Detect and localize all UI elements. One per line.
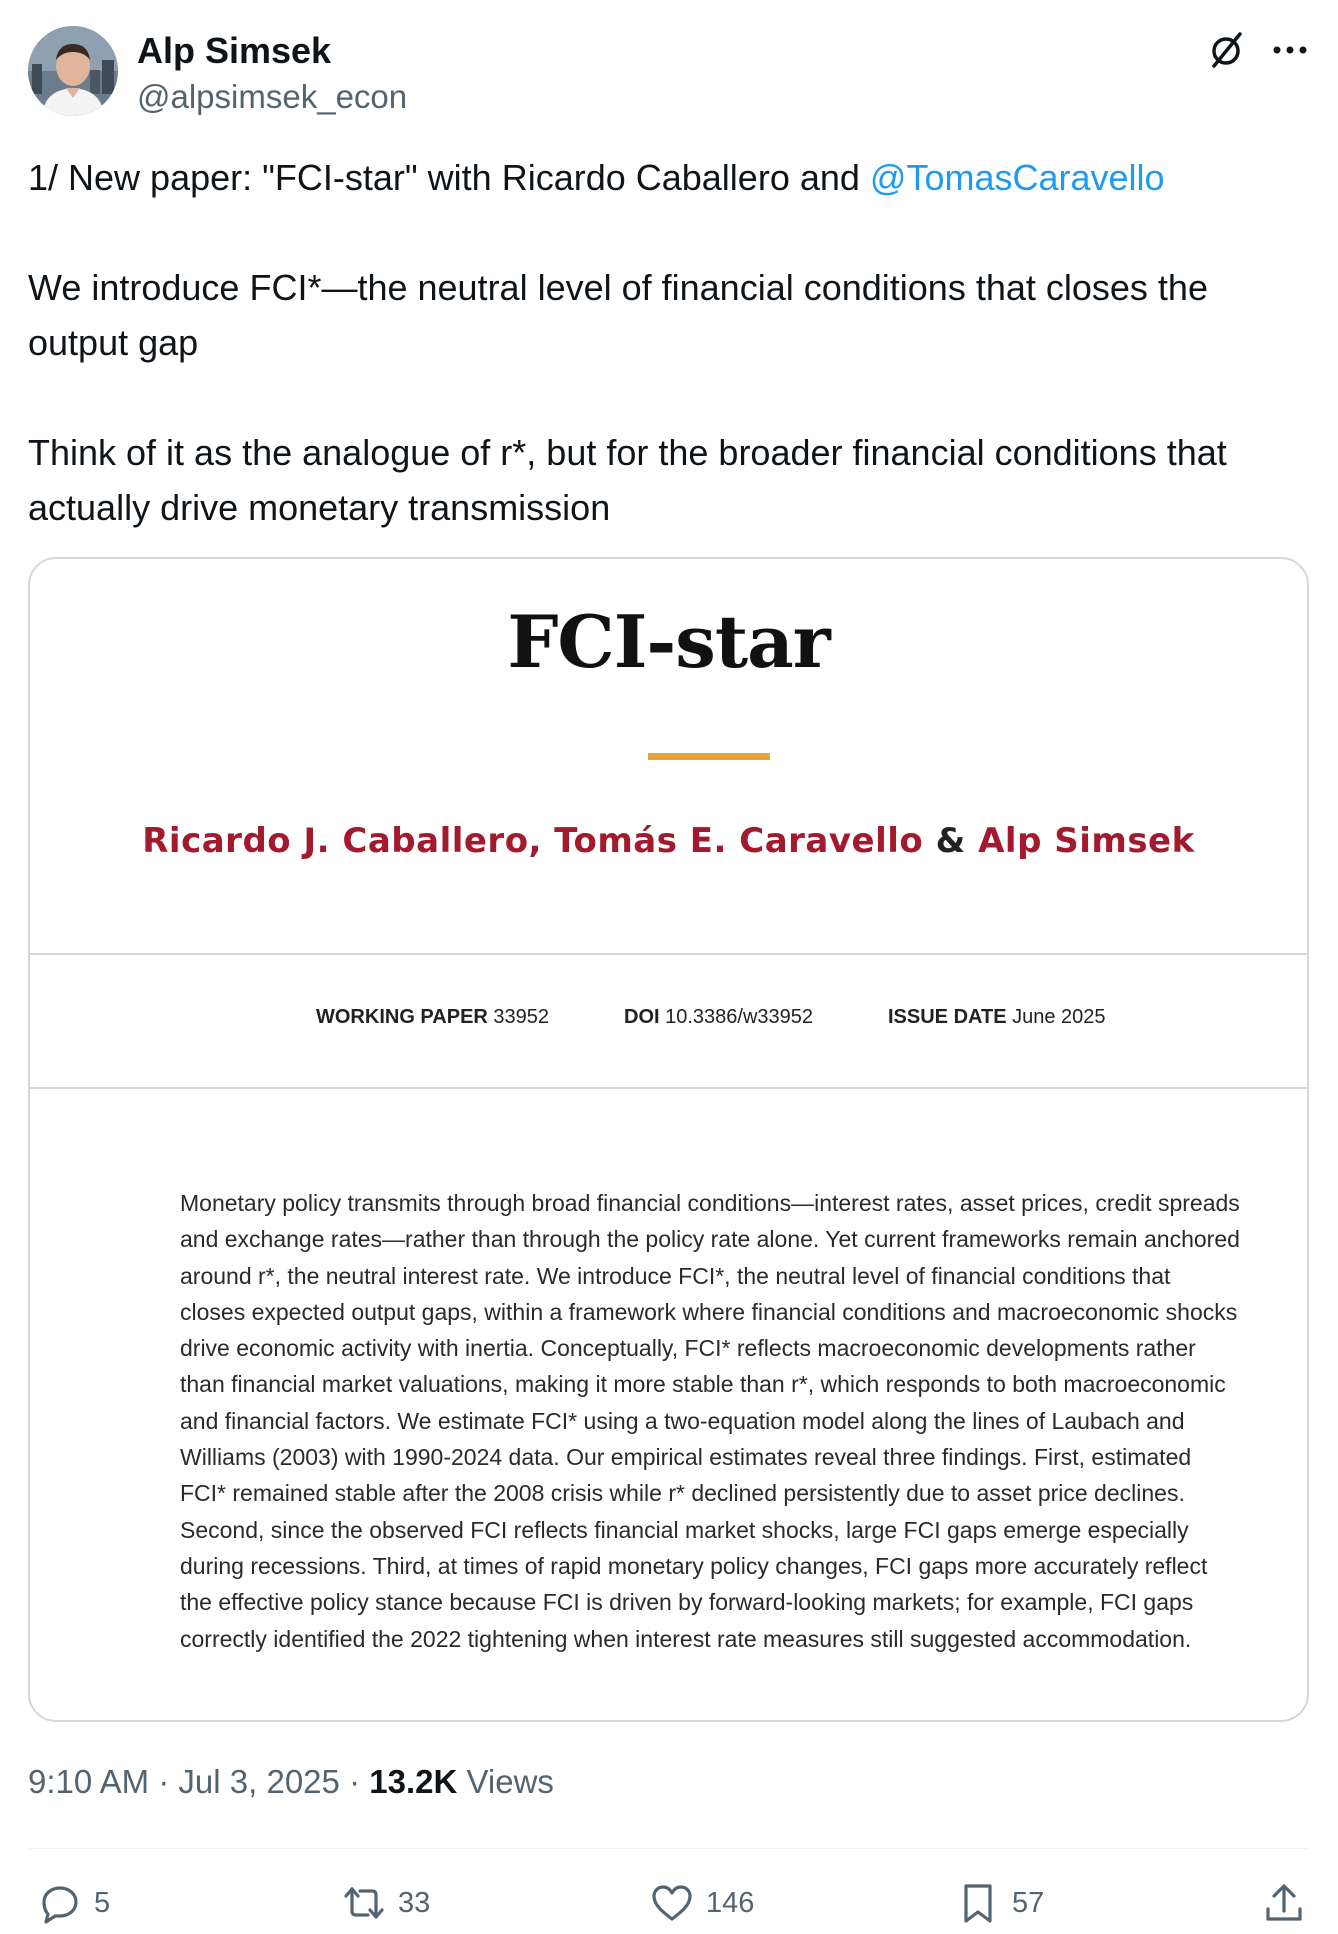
paper-title-rule [648, 753, 770, 760]
repost-button[interactable] [342, 1878, 430, 1928]
paper-divider-bottom [30, 1087, 1307, 1089]
tweet-text-line1 [28, 150, 1318, 205]
footer-divider [28, 1848, 1309, 1849]
mention-link[interactable]: @TomasCaravello [869, 157, 1165, 198]
author-handle[interactable]: @alpsimsek_econ [137, 78, 408, 115]
paper-title: FCI-star [507, 599, 830, 684]
paper-issue-date [888, 1006, 1106, 1029]
reply-button[interactable] [38, 1878, 110, 1928]
like-button[interactable] [650, 1878, 754, 1928]
views-label: Views [466, 1763, 554, 1800]
issue-date-value: June 2025 [1012, 1006, 1106, 1028]
bookmark-count: 57 [1012, 1886, 1045, 1919]
grok-icon[interactable] [1204, 28, 1248, 72]
repost-icon [342, 1881, 386, 1925]
paper-abstract: Monetary policy transmits through broad financial conditions—interest rates, asset prices, credit spreads and exchange rates—rather than through the policy rate alone. Yet current frameworks remain anchored around r*, the neutral interest rate. We introduce FCI*, the neutral level of financial conditions that closes expected output gaps, within a framework where financial conditions and macroeconomic shocks drive economic activity with inertia. Conceptually, FCI* reflects macroeconomic developments rather than financial market valuations, making it more stable than r*, which responds to both macroeconomic and financial factors. We estimate FCI* using a two-equation model along the lines of Laubach and Williams (2003) with 1990-2024 data. Our empirical estimates reveal three findings. First, estimated FCI* remained stable after the 2008 crisis while r* declined persistently due to asset price declines. Second, since the observed FCI reflects financial market shocks, large FCI gaps emerge especially during recessions. Third, at times of rapid monetary policy changes, FCI gaps more accurately reflect the effective policy stance because FCI is driven by forward-looking markets; for example, FCI gaps correctly identified the 2022 tightening when interest rate measures still suggested accommodation. [180, 1190, 1240, 1652]
repost-count: 33 [398, 1886, 431, 1919]
tweet-paragraph-2: We introduce FCI*—the neutral level of financial conditions that closes the output gap [28, 267, 1208, 363]
views-count: 13.2K [369, 1763, 458, 1800]
tweet-date[interactable]: Jul 3, 2025 [178, 1763, 340, 1800]
paper-authors-last: Alp Simsek [978, 821, 1195, 861]
like-icon [650, 1881, 694, 1925]
paper-authors [30, 821, 1307, 861]
tweet-time[interactable]: 9:10 AM [28, 1763, 150, 1800]
avatar[interactable] [28, 26, 118, 116]
share-icon [1262, 1881, 1306, 1925]
paper-image-card[interactable] [28, 557, 1309, 1722]
working-paper-value: 33952 [493, 1006, 550, 1028]
bookmark-button[interactable] [956, 1878, 1044, 1928]
like-count: 146 [706, 1886, 755, 1919]
paper-working-paper [316, 1006, 549, 1029]
paper-authors-first: Ricardo J. Caballero, Tomás E. Caravello [142, 821, 924, 861]
doi-label: DOI [624, 1006, 660, 1028]
paper-divider-top [30, 953, 1307, 955]
author-name[interactable]: Alp Simsek [137, 30, 332, 71]
avatar-photo [28, 26, 118, 116]
tweet-text: 1/ New paper: "FCI-star" with Ricardo Caballero and [28, 157, 870, 198]
tweet-paragraph-3: Think of it as the analogue of r*, but for the broader financial conditions that actually drive monetary transmission [28, 432, 1227, 528]
tweet-timestamp: 9:10 AM · Jul 3, 2025 · 13.2K Views [28, 1763, 554, 1800]
bookmark-icon [956, 1881, 1000, 1925]
working-paper-label: WORKING PAPER [316, 1006, 488, 1028]
paper-authors-ampersand: & [935, 821, 966, 861]
reply-icon [38, 1881, 82, 1925]
share-button[interactable] [1262, 1878, 1306, 1928]
paper-doi [624, 1006, 813, 1029]
more-icon[interactable] [1268, 30, 1312, 74]
issue-date-label: ISSUE DATE [888, 1006, 1007, 1028]
reply-count: 5 [94, 1886, 111, 1919]
doi-value: 10.3386/w33952 [665, 1006, 814, 1028]
